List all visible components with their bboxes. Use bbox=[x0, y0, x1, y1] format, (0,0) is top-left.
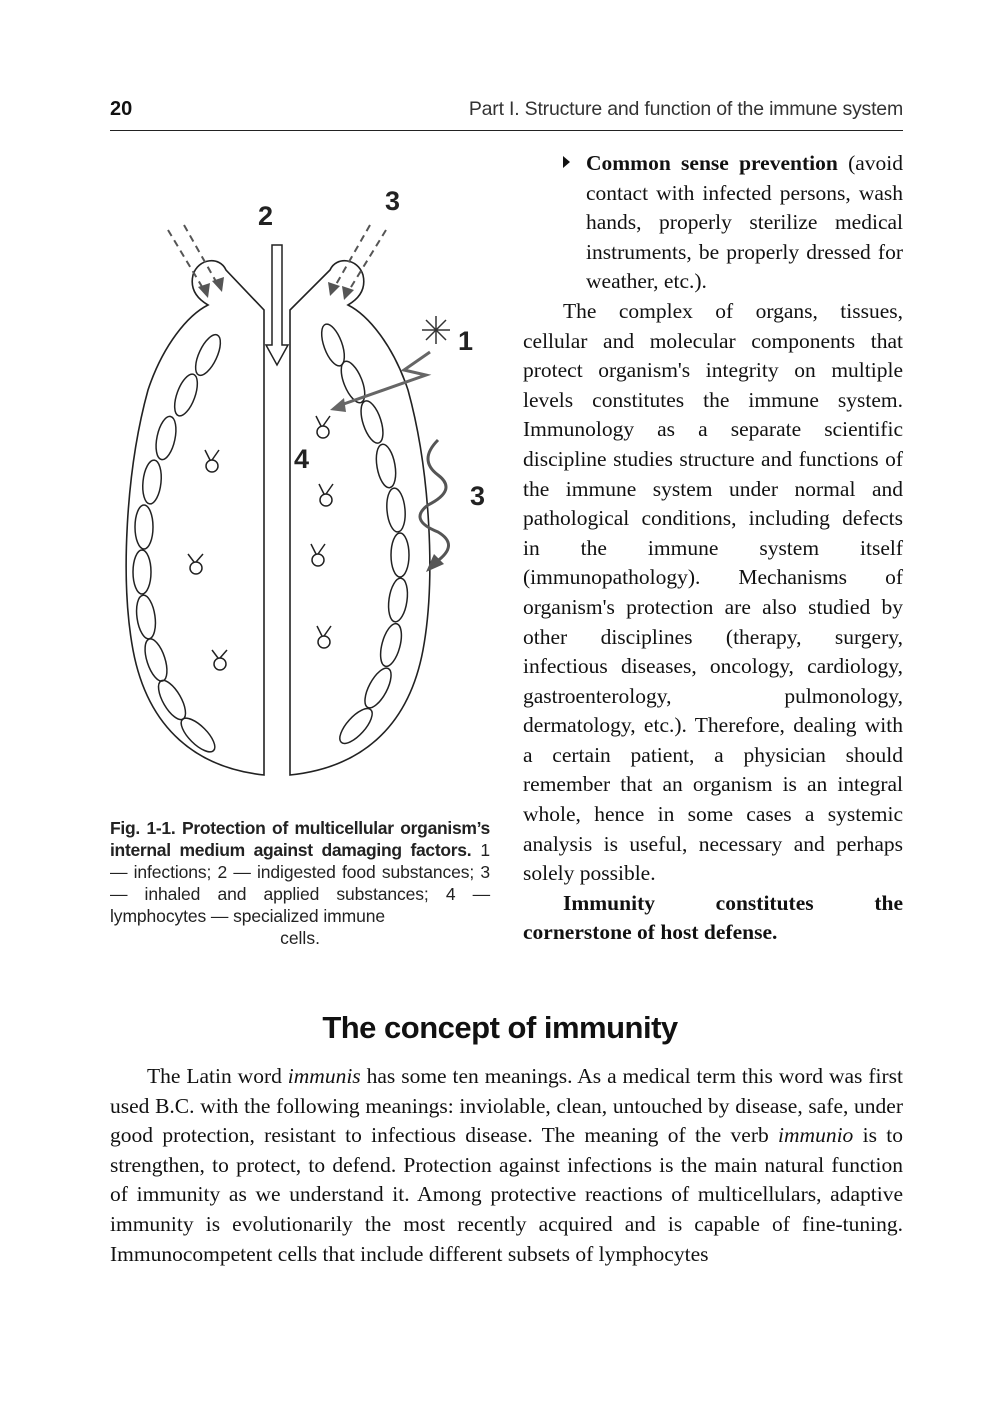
caption-title: Fig. 1-1. Protection of multicellular organism’s internal medium against damaging factors. bbox=[110, 818, 490, 860]
lymphocyte-icon bbox=[316, 416, 330, 438]
infection-star-icon bbox=[422, 316, 450, 344]
caption-body: 1 — infections; 2 — indigested food substances; 3 — inhaled and applied substances; 4 — lymphocytes — specialized immune bbox=[110, 840, 490, 926]
figure-organism-diagram bbox=[108, 170, 498, 810]
term-immunio: immunio bbox=[778, 1123, 854, 1148]
bullet-item bbox=[523, 149, 903, 297]
bold-statement-text: Immunity constitutes the cornerstone of host defense. bbox=[523, 890, 903, 945]
lymphocytes bbox=[188, 416, 333, 670]
lymphocyte-icon bbox=[188, 554, 203, 574]
figure-label-3-top: 3 bbox=[385, 186, 401, 216]
food-arrow bbox=[266, 245, 288, 365]
concept-text-3: is to strengthen, to protect, to defend. Protection against infections is the main natural function of immunity as we understand it. Among protective reactions of multicellulars, adaptive immunity is evolutionarily the most recently acquired and is capable of fine-tuning. Immunocompetent cells that include different subsets of lymphocytes bbox=[110, 1123, 903, 1266]
concept-paragraph bbox=[110, 1062, 903, 1269]
organism-left-half bbox=[126, 261, 264, 775]
caption-last-line: cells. bbox=[280, 928, 320, 948]
concept-text-2: has some ten meanings. As a medical term this word was first used B.C. with the following meanings: inviolable, clean, untouched by disease, safe, under good protection, resistant to infectious disease. The meaning of the verb bbox=[110, 1064, 903, 1148]
page-number: 20 bbox=[110, 98, 133, 120]
lymphocyte-icon bbox=[212, 650, 227, 670]
lymphocyte-icon bbox=[205, 450, 219, 472]
organism-diagram-svg bbox=[108, 170, 498, 810]
figure-label-4: 4 bbox=[294, 444, 310, 474]
bullet-triangle-icon bbox=[563, 156, 570, 168]
immune-system-paragraph: The complex of organs, tissues, cellular and molecular components that protect organism's integrity on multiple levels constitutes the immune system. Immunology as a separate scientific discipline studies structure and functions of the immune system under normal and pathological conditions, including defects in the immune system itself (immunopathology). Mechanisms of organism's protection are also studied by other disciplines (therapy, surgery, infectious diseases, oncology, cardiology, gastroenterology, pulmonology, dermatology, etc.). Therefore, dealing with a certain patient, a physician should remember that an organism is an integral whole, hence in some cases a systemic analysis is useful, necessary and perhaps solely possible. bbox=[523, 298, 903, 886]
bullet-bold: Common sense prevention bbox=[586, 151, 838, 175]
inhaled-arrows-right bbox=[334, 225, 386, 292]
organism-right-half bbox=[290, 261, 430, 775]
term-immunis: immunis bbox=[287, 1064, 361, 1088]
running-header bbox=[110, 96, 903, 131]
figure-label-2: 2 bbox=[258, 201, 274, 231]
lymphocyte-icon bbox=[319, 484, 333, 506]
running-title: Part I. Structure and function of the immune system bbox=[468, 98, 903, 120]
applied-wavy-arrow bbox=[420, 440, 449, 572]
right-column bbox=[523, 149, 903, 948]
concept-text-1: The Latin word bbox=[147, 1064, 288, 1088]
figure-label-3-right: 3 bbox=[470, 481, 486, 511]
figure-label-1: 1 bbox=[458, 326, 474, 356]
inhaled-arrowheads-right bbox=[328, 282, 354, 300]
inhaled-arrowheads-left bbox=[198, 277, 224, 298]
lymphocyte-icon bbox=[317, 626, 331, 648]
lymphocyte-icon bbox=[311, 544, 325, 566]
figure-caption bbox=[110, 817, 490, 949]
section-title: The concept of immunity bbox=[322, 1010, 678, 1045]
bullet-text: (avoid contact with infected persons, wash hands, properly sterilize medical instruments, be properly dressed for weather, etc.). bbox=[586, 151, 903, 294]
bold-statement bbox=[523, 889, 903, 948]
